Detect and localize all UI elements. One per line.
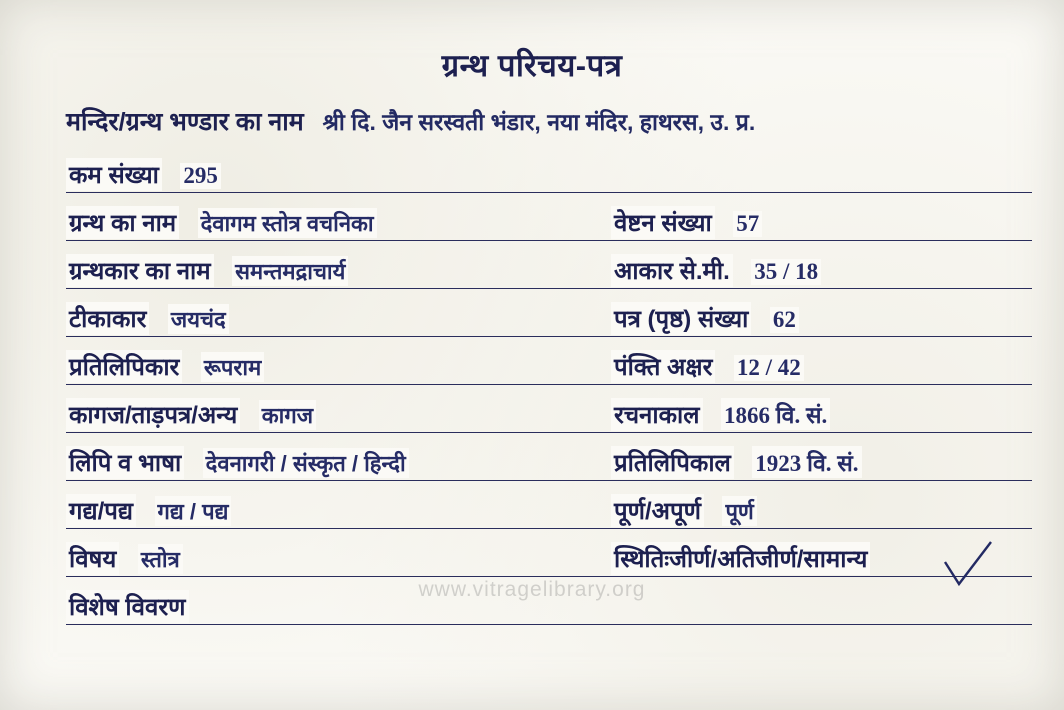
table-row (66, 590, 1032, 638)
field-rows (66, 158, 1032, 638)
selection-check-mark (941, 540, 995, 590)
field-sthiti (611, 542, 1032, 590)
field-label: कागज/ताड़पत्र/अन्य (66, 398, 240, 431)
field-value: रूपराम (201, 352, 264, 382)
field-value: देवनागरी / संस्कृत / हिन्दी (203, 448, 409, 478)
field-aakar-cm (611, 254, 1032, 302)
field-label: रचनाकाल (611, 398, 703, 431)
field-granth-ka-naam (66, 206, 611, 254)
field-patra-sankhya (611, 302, 1032, 350)
field-label: विषय (66, 542, 119, 575)
field-value: देवागम स्तोत्र वचनिका (198, 208, 377, 238)
field-label: ग्रन्थकार का नाम (66, 254, 214, 287)
field-tikakar (66, 302, 611, 350)
field-label: टीकाकार (66, 302, 149, 335)
field-veshtan-sankhya (611, 206, 1032, 254)
temple-name-row (66, 104, 1026, 138)
temple-name-value: श्री दि. जैन सरस्वती भंडार, नया मंदिर, हाथरस, उ. प्र. (322, 109, 756, 135)
field-value: 35 / 18 (751, 259, 821, 285)
field-value: जयचंद (168, 304, 229, 334)
field-label: आकार से.मी. (611, 254, 733, 287)
field-label: लिपि व भाषा (66, 446, 184, 479)
field-value: 1866 वि. सं. (721, 398, 830, 430)
field-rachnakal (611, 398, 1032, 446)
field-label: कम संख्या (66, 158, 162, 191)
field-value: स्तोत्र (138, 544, 183, 574)
field-purn-apurn (611, 494, 1032, 542)
field-label: पूर्ण/अपूर्ण (611, 494, 704, 527)
field-value: 62 (770, 307, 799, 333)
field-value: 12 / 42 (734, 355, 804, 381)
field-gadya-padya (66, 494, 611, 542)
field-label: ग्रन्थ का नाम (66, 206, 179, 239)
field-value: 1923 वि. सं. (752, 446, 861, 478)
field-value: 295 (180, 163, 221, 189)
watermark: www.vitragelibrary.org (418, 578, 646, 601)
field-pankti-akshar (611, 350, 1032, 398)
field-label: वेष्टन संख्या (611, 206, 715, 239)
field-granthkar-ka-naam (66, 254, 611, 302)
field-label: पंक्ति अक्षर (611, 350, 715, 383)
field-value: गद्य / पद्य (155, 496, 232, 526)
field-pratilipikal (611, 446, 1032, 494)
field-value: कागज (259, 400, 316, 430)
field-vishesh-vivaran (66, 590, 611, 638)
field-kram-sankhya (66, 158, 611, 206)
field-value: समन्तमद्राचार्य (232, 256, 348, 286)
field-vishay (66, 542, 611, 590)
field-value: पूर्ण (722, 496, 756, 526)
field-kagaj-tadpatra-anya (66, 398, 611, 446)
field-label: विशेष विवरण (66, 590, 189, 623)
field-pratilipikar (66, 350, 611, 398)
field-label: पत्र (पृष्ठ) संख्या (611, 302, 751, 335)
page-title: ग्रन्थ परिचय-पत्र (441, 48, 623, 83)
temple-name-label: मन्दिर/ग्रन्थ भण्डार का नाम (66, 108, 304, 136)
field-label: गद्य/पद्य (66, 494, 136, 527)
field-lipi-va-bhasha (66, 446, 611, 494)
field-label: प्रतिलिपिकाल (611, 446, 734, 479)
field-label: प्रतिलिपिकार (66, 350, 182, 383)
field-value: 57 (733, 211, 762, 237)
field-label: स्थितिःजीर्ण/अतिजीर्ण/सामान्य (611, 542, 870, 575)
